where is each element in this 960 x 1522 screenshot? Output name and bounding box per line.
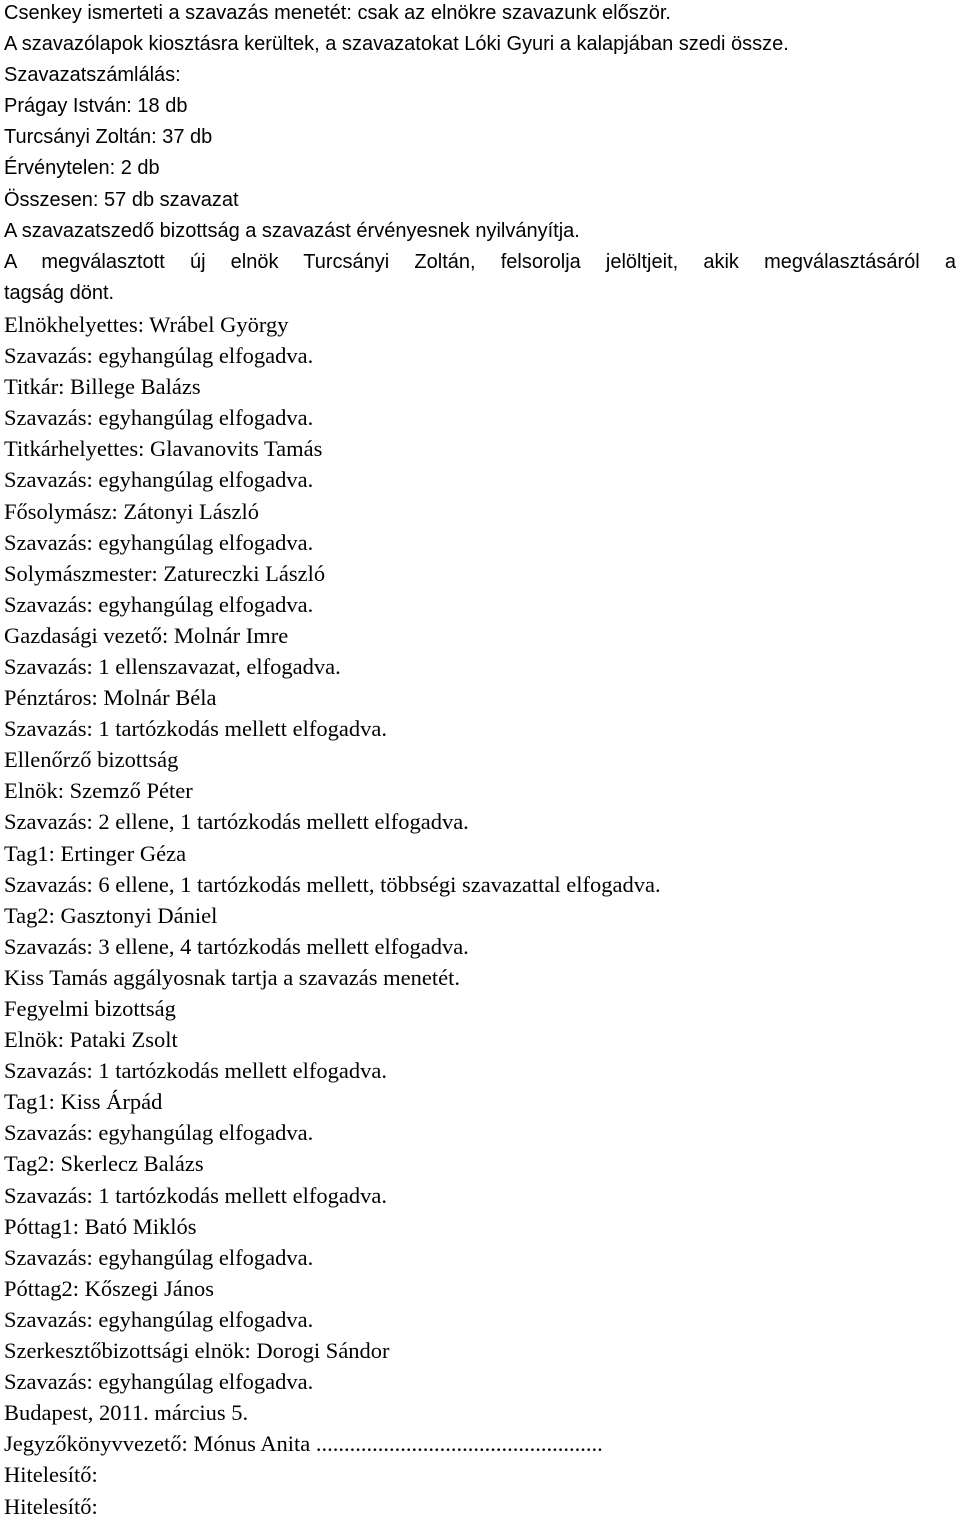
- document-line: Elnökhelyettes: Wrábel György: [4, 311, 289, 337]
- document-line: Titkárhelyettes: Glavanovits Tamás: [4, 436, 323, 462]
- document-line: Szavazás: egyhangúlag elfogadva.: [4, 591, 314, 617]
- document-line: A szavazatszedő bizottság a szavazást érvényesnek nyilványítja.: [4, 219, 580, 242]
- minutes-document: [4, 0, 956, 1522]
- document-line: Szavazás: egyhangúlag elfogadva.: [4, 529, 314, 555]
- document-line: Tag2: Gasztonyi Dániel: [4, 902, 218, 928]
- document-line: Érvénytelen: 2 db: [4, 157, 160, 180]
- document-line: Szavazás: 1 tartózkodás mellett elfogadva.: [4, 1182, 387, 1208]
- document-line: Solymászmester: Zatureczki László: [4, 560, 326, 586]
- document-line: Szavazás: 2 ellene, 1 tartózkodás mellett elfogadva.: [4, 809, 469, 835]
- document-line: Szavazás: egyhangúlag elfogadva.: [4, 343, 314, 369]
- document-line: Szavazás: 1 tartózkodás mellett elfogadva.: [4, 1058, 387, 1084]
- document-line: Elnök: Pataki Zsolt: [4, 1027, 178, 1053]
- document-line: Gazdasági vezető: Molnár Imre: [4, 622, 289, 648]
- document-line: Szavazás: egyhangúlag elfogadva.: [4, 467, 314, 493]
- document-line: Fegyelmi bizottság: [4, 996, 176, 1021]
- document-line: Szerkesztőbizottsági elnök: Dorogi Sándor: [4, 1338, 390, 1364]
- document-line: Hitelesítő:: [4, 1462, 98, 1488]
- document-line: Jegyzőkönyvvezető: Mónus Anita ...................................................: [4, 1431, 603, 1457]
- document-line: Budapest, 2011. március 5.: [4, 1400, 249, 1426]
- document-line: Szavazás: 1 tartózkodás mellett elfogadva.: [4, 716, 387, 742]
- document-line: A megválasztott új elnök Turcsányi Zoltán, felsorolja jelöltjeit, akik megválasztásáról a: [4, 250, 956, 273]
- document-line: Tag1: Ertinger Géza: [4, 840, 187, 866]
- document-line: Szavazatszámlálás:: [4, 64, 181, 87]
- document-line: Szavazás: egyhangúlag elfogadva.: [4, 1306, 314, 1332]
- document-line: Szavazás: 6 ellene, 1 tartózkodás mellett, többségi szavazattal elfogadva.: [4, 871, 661, 897]
- document-line: Csenkey ismerteti a szavazás menetét: csak az elnökre szavazunk először.: [4, 2, 671, 24]
- document-line: tagság dönt.: [4, 281, 115, 304]
- document-line: Turcsányi Zoltán: 37 db: [4, 126, 213, 149]
- document-line: Elnök: Szemző Péter: [4, 778, 193, 804]
- document-line: Titkár: Billege Balázs: [4, 374, 201, 400]
- document-line: Szavazás: 3 ellene, 4 tartózkodás mellett elfogadva.: [4, 933, 469, 959]
- document-line: Prágay István: 18 db: [4, 95, 188, 118]
- document-line: Tag2: Skerlecz Balázs: [4, 1151, 204, 1177]
- document-line: Tag1: Kiss Árpád: [4, 1089, 163, 1115]
- document-line: Fősolymász: Zátonyi László: [4, 498, 259, 524]
- document-line: Póttag2: Kőszegi János: [4, 1275, 214, 1301]
- document-line: Hitelesítő:: [4, 1493, 98, 1519]
- document-line: Póttag1: Bató Miklós: [4, 1213, 197, 1239]
- document-line: Pénztáros: Molnár Béla: [4, 685, 217, 711]
- document-line: Szavazás: egyhangúlag elfogadva.: [4, 405, 314, 431]
- document-line: Szavazás: 1 ellenszavazat, elfogadva.: [4, 653, 341, 679]
- document-line: Szavazás: egyhangúlag elfogadva.: [4, 1120, 314, 1146]
- document-line: A szavazólapok kiosztásra kerültek, a szavazatokat Lóki Gyuri a kalapjában szedi össze.: [4, 33, 789, 56]
- document-line: Kiss Tamás aggályosnak tartja a szavazás menetét.: [4, 964, 460, 990]
- document-line: Összesen: 57 db szavazat: [4, 188, 239, 211]
- document-line: Szavazás: egyhangúlag elfogadva.: [4, 1369, 314, 1395]
- document-line: Szavazás: egyhangúlag elfogadva.: [4, 1244, 314, 1270]
- document-line: Ellenőrző bizottság: [4, 747, 179, 773]
